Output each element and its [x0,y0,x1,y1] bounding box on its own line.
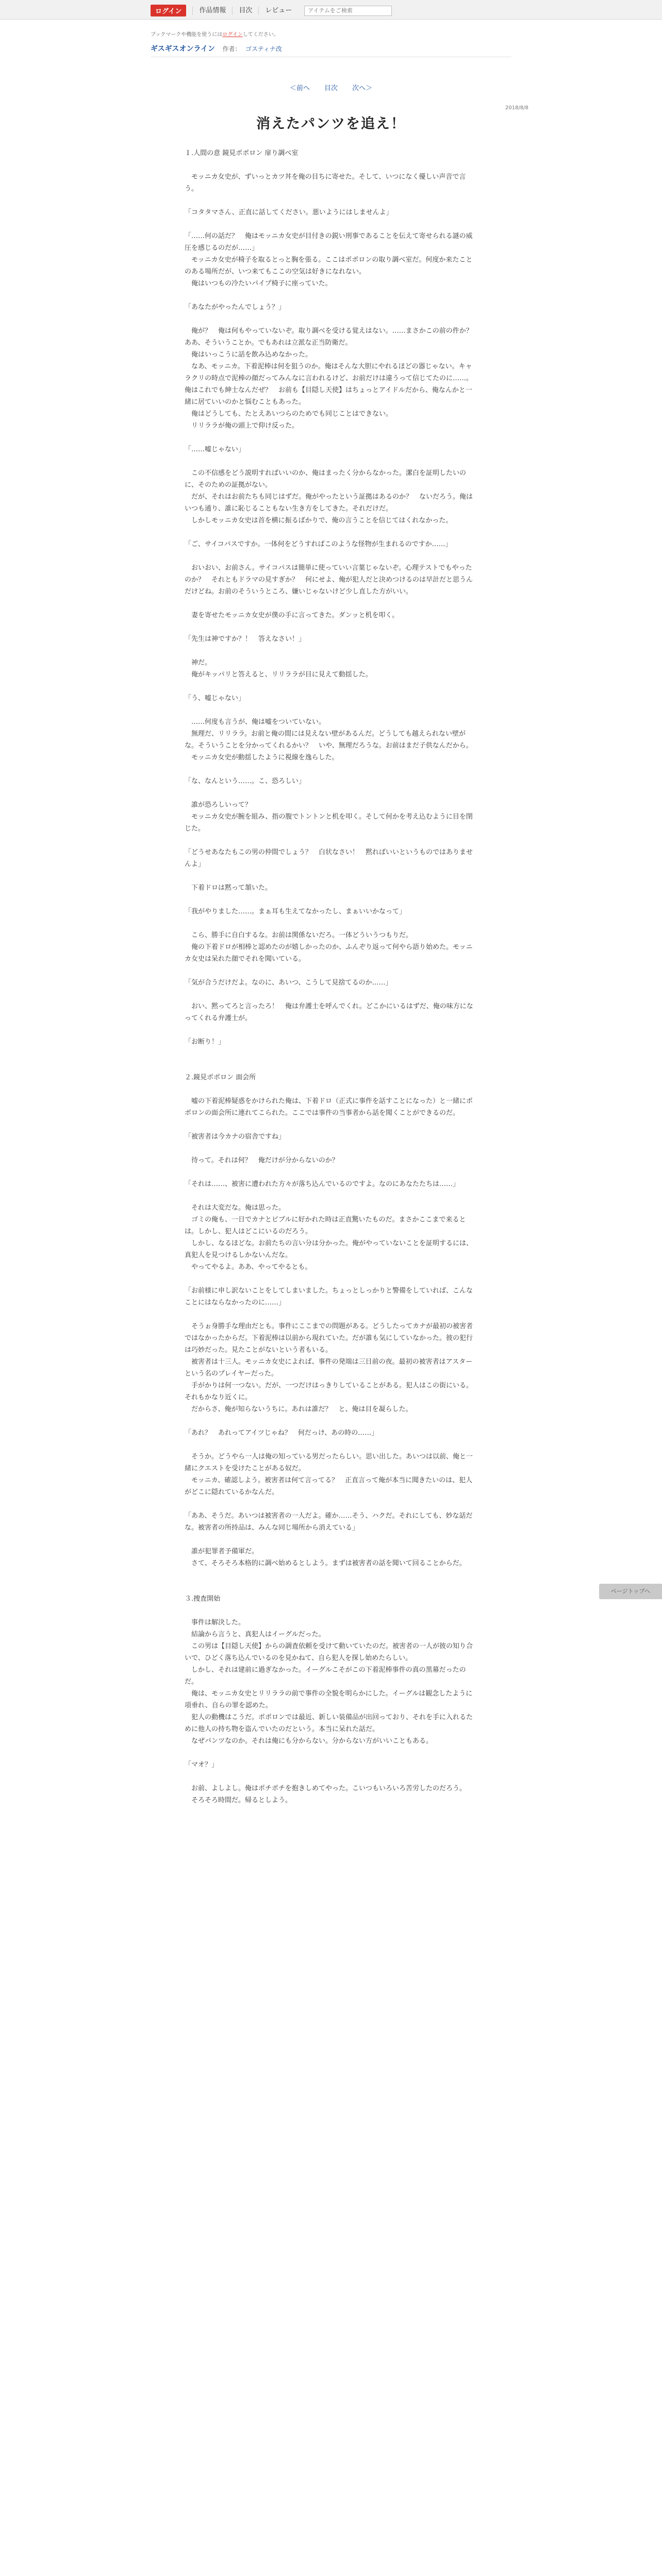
novel-paragraph: 「……嘘じゃない」 [185,446,245,453]
novel-paragraph: 「我がやりました……。まぁ耳も生えてなかったし、まぁいいかなって」 [185,908,406,916]
novel-paragraph: 神だ。 [185,659,212,667]
novel-paragraph: 結論から言うと、真犯人はイーグルだった。 [185,1631,325,1638]
novel-paragraph: 「どうせあなたもこの男の仲間でしょう？ 白状なさい！ 黙ればいいというものではありませんよ」 [185,849,473,868]
novel-paragraph: 下着ドロは黙って頷いた。 [185,884,272,892]
novel-paragraph [185,1273,477,1285]
novel-paragraph [185,918,477,929]
novel-paragraph [185,1415,477,1427]
novel-paragraph [185,870,477,882]
novel-paragraph [185,290,477,301]
novel-paragraph: 「ご、サイコパスですか。一体何をどうすればこのような怪物が生まれるのですか……」 [185,540,452,548]
novel-paragraph: だが、それはお前たちも同じはずだ。俺がやったという証拠はあるのか？ ないだろう。俺はいつも通り、誰に恥じることもない生き方をしてきた。それだけだ。 [185,493,473,513]
novel-paragraph: 「気が合うだけだよ。なのに、あいつ、こうして見捨てるのか……」 [185,979,392,987]
novel-paragraph: 嘘の下着泥棒疑惑をかけられた俺は、下着ドロ（正式に事件を話すことになった）と一緒にポポロンの面会所に連れてこられた。ここでは事件の当事者から話を聞くことができるのだ。 [185,1097,473,1117]
novel-paragraph: しかしモッニカ女史は首を横に振るばかりで、俺の言うことを信じてはくれなかった。 [185,517,453,524]
novel-paragraph [185,621,477,633]
novel-paragraph: そうか。どうやら一人は俺の知っている男だったらしい。思い出した。あいつは以前、俺と一緒にクエストを受けたことがある奴だ。 [185,1453,473,1472]
novel-paragraph: 「マオ？」 [185,1761,219,1769]
novel-paragraph: こら、勝手に自白するな。お前は関係ないだろ。一体どういうつもりだ。 [185,931,413,939]
novel-paragraph: 妻を寄せたモッニカ女史が僕の手に言ってきた。ダンッと机を叩く。 [185,612,399,619]
nav-link-review[interactable]: レビュー [258,7,298,15]
novel-paragraph [185,550,477,562]
novel-paragraph [185,1024,477,1036]
novel-paragraph [185,1747,477,1759]
pager-top [0,82,662,92]
novel-paragraph [185,894,477,906]
novel-paragraph [185,835,477,846]
novel-paragraph: 「あなたがやったんでしょう？」 [185,303,286,311]
top-nav [151,5,392,16]
novel-paragraph [185,704,477,716]
novel-paragraph: モッニカ、確認しよう。被害者は何て言ってる？ 正直言って俺が本当に聞きたいのは、犯人がどこに隠れているかなんだ。 [185,1477,473,1496]
novel-paragraph: 手がかりは何一つない。だが、一つだけはっきりしていることがある。犯人はこの街にいる。それもかなり近くに。 [185,1382,473,1401]
prev-link[interactable]: ＜前へ [289,84,310,92]
novel-paragraph [185,1439,477,1451]
novel-paragraph [185,1190,477,1202]
novel-paragraph: 「先生は神ですか？！ 答えなさい！」 [185,635,306,643]
novel-paragraph: モッニカ女史が椅子を取るとっと胸を張る。ここはポポロンの取り調べ室だ。何度か来たことのある場所だが、いつ来てもここの空気は好きになれない。 [185,256,473,276]
nav-link-toc[interactable]: 目次 [232,7,258,15]
novel-paragraph: 「な、なんという……。こ、恐ろしい」 [185,777,306,785]
top-bar [0,0,662,20]
novel-paragraph: 事件は解決した。 [185,1619,245,1626]
novel-paragraph [185,455,477,467]
novel-paragraph [185,1166,477,1178]
novel-paragraph: 俺が？ 俺は何もやっていないぞ。取り調べを受ける覚えはない。……まさかこの前の件か？ ああ、そういうことか。でもあれは立派な正当防衛だ。 [185,327,479,347]
novel-paragraph: 誰が恐ろしいって？ [185,801,252,809]
novel-paragraph: 「被害者は今カナの宿舎ですね」 [185,1133,286,1141]
novel-paragraph: ２.鏡見ポポロン 面会所 [185,1074,256,1081]
novel-paragraph [185,1534,477,1546]
novel-paragraph [185,1083,477,1095]
novel-paragraph: しかし、なるほどな。お前たちの言い分は分かった。俺がやっていないことを証明するには、真犯人を見つけるしかないんだな。 [185,1240,473,1259]
login-button[interactable]: ログイン [151,5,186,16]
search-input[interactable] [304,6,392,16]
novel-paragraph: おいおい、お前さん。サイコパスは簡単に使っていい言葉じゃないぞ。心理テストでもやったのか？ それともドラマの見すぎか？ 何にせよ、俺が犯人だと決めつけるのは早計だと思うんだけどね。お前のそういうところ、嫌いじゃないけど少し直した方がいい。 [185,564,473,596]
novel-paragraph [185,1498,477,1510]
post-date: 2018/8/8 [505,105,528,111]
next-link[interactable]: 次へ＞ [352,84,373,92]
novel-paragraph: なぜパンツなのか。それは俺にも分からない。分からない方がいいこともある。 [185,1737,433,1745]
novel-paragraph [185,1119,477,1131]
novel-paragraph [185,1605,477,1617]
novel-paragraph [185,527,477,538]
novel-paragraph: 「それは……、被害に遭われた方々が落ち込んでいるのですよ。なのにあなたたちは……」 [185,1180,460,1188]
novel-paragraph: 「あれ？ あれってアイツじゃね？ 何だっけ、あの時の……」 [185,1429,378,1437]
novel-paragraph [185,965,477,977]
novel-paragraph: しかし、それは建前に過ぎなかった。イーグルこそがこの下着泥棒事件の真の黒幕だったのだ。 [185,1666,466,1686]
novel-paragraph [185,195,477,207]
novel-paragraph: なあ、モッニカ。下着泥棒は何を狙うのか。俺はそんな大胆にやれるほどの器じゃない。キャラクリの時点で泥棒の顔だってみんなに言われるけど、お前だけは違うって信じてたのに……。俺はこれでも紳士なんだぜ？ お前も【目隠し天使】はちょっとアイドルだから、俺なんかと一緒に居ていいのかと悩むこともあった。 [185,363,473,406]
novel-paragraph: 誰が犯罪者予備軍だ。 [185,1548,259,1555]
novel-paragraph [185,313,477,325]
novel-paragraph: ３.捜査開始 [185,1595,221,1603]
page-top-button[interactable]: ページトップへ [599,1584,662,1599]
novel-paragraph: そうぉ身勝手な理由だとも。事件にここまでの問題がある。どうしたってカナが最初の被害者ではなかったからだ。下着泥棒は以前から現れていた。だが誰も気にしていなかった。彼の犯行は巧妙だった。見たことがないという者もいる。 [185,1323,473,1354]
novel-paragraph: 「ああ、そうだ。あいつは被害者の一人だよ。確か……そう、ハクだ。それにしても、妙な話だな。被害者の所持品は、みんな同じ場所から消えている」 [185,1512,473,1532]
novel-paragraph [185,598,477,609]
novel-paragraph: さて、そろそろ本格的に調べ始めるとしよう。まずは被害者の話を聞いて回ることからだ。 [185,1560,466,1567]
novel-paragraph: ……何度も言うが、俺は嘘をついていない。 [185,718,326,726]
novel-paragraph [185,1569,477,1581]
novel-paragraph: 俺はいっこうに話を飲み込めなかった。 [185,351,312,359]
novel-paragraph: 「お断り！」 [185,1038,225,1046]
bookmark-note [151,30,279,38]
novel-paragraph: 「お前様に申し訳ないことをしてしまいました。ちょっとしっかりと警備をしていれば、こんなことにはならなかったのに……」 [185,1287,473,1307]
toc-link[interactable]: 目次 [324,84,338,92]
novel-paragraph: お前、よしよし。俺はポチポチを抱きしめてやった。こいつもいろいろ苦労したのだろう。 [185,1785,467,1792]
novel-paragraph: 俺の下着ドロが相棒と認めたのが嬉しかったのか、ふんぞり返って何やら語り始めた。モッニカ女史は呆れた顔でそれを聞いている。 [185,943,473,963]
novel-paragraph [185,432,477,444]
author-label: 作者： [222,45,241,53]
novel-paragraph: ゴミの俺も、一日でカナとピブルに好かれた時は正直驚いたものだ。まさかここまで来るとは。しかし、犯人はどこにいるのだろう。 [185,1216,466,1235]
novel-paragraph: 被害者は十三人。モッニカ女史によれば、事件の発端は三日前の夜。最初の被害者はアスターという名のプレイヤーだった。 [185,1358,473,1378]
novel-paragraph: モッニカ女史が動揺したように視線を逸らした。 [185,754,339,761]
novel-paragraph: 俺はいつもの冷たいパイプ椅子に座っていた。 [185,280,332,287]
novel-paragraph: モッニカ女史が腕を組み、指の腹でトントンと机を叩く。そして何かを考え込むように目を閉じた。 [185,813,473,833]
novel-paragraph [185,1581,477,1593]
novel-paragraph: １.人間の意 鏡見ポポロン 扉り調べ室 [185,149,299,157]
novel-paragraph: 俺はどうしても、たとえあいつらのためでも同じことはできない。 [185,410,393,418]
novel-paragraph: それは大変だな。俺は思った。 [185,1204,286,1212]
author-link[interactable]: ゴスティナ改 [245,45,282,53]
novel-paragraph [185,645,477,657]
work-info [151,43,282,54]
series-title-link[interactable]: ギスギスオンライン [151,45,216,53]
novel-body [185,147,477,1806]
novel-paragraph [185,1143,477,1155]
novel-paragraph [185,681,477,692]
novel-paragraph [185,218,477,230]
novel-paragraph [185,1309,477,1320]
novel-paragraph [185,1048,477,1060]
novel-paragraph: だからさ、俺が知らないうちに。あれは誰だ？ と、俺は目を凝らした。 [185,1405,412,1413]
novel-paragraph: モッニカ女史が、ずいっとカツ丼を俺の目ちに寄せた。そして、いつになく優しい声音で言う。 [185,173,466,193]
novel-paragraph: この男は【目隠し天使】からの調査依頼を受けて動いていたのだ。被害者の一人が彼の知り合いで、ひどく落ち込んでいるのを見かねて、自ら犯人を探し始めたらしい。 [185,1642,473,1662]
bookmark-note-prefix: ブックマークや機能を使うには [151,32,223,38]
bookmark-login-link[interactable]: ログイン [222,32,243,38]
novel-paragraph [185,989,477,1001]
novel-paragraph: 犯人の動機はこうだ。ポポロンでは最近、新しい装備品が出回っており、それを手に入れるために他人の持ち物を盗んでいたのだという。本当に呆れた話だ。 [185,1714,473,1733]
novel-paragraph [185,787,477,799]
novel-paragraph: やってやるよ。ああ、やってやるとも。 [185,1263,312,1271]
novel-paragraph [185,1771,477,1783]
novel-paragraph: おい、黙ってろと言ったろ！ 俺は弁護士を呼んでくれ。どこかにいるはずだ、俺の味方になってくれる弁護士が。 [185,1003,473,1022]
novel-paragraph [185,764,477,775]
novel-paragraph: 俺は、モッニカ女史とリリララの前で事件の全貌を明らかにした。イーグルは観念したように項垂れ、自らの罪を認めた。 [185,1690,473,1709]
novel-paragraph: 俺がキッパリと答えると、リリララが目に見えて動揺した。 [185,671,372,679]
novel-paragraph: リリララが俺の頭上で仰け反った。 [185,422,299,430]
novel-paragraph: 無理だ、リリララ。お前と俺の間には見えない壁があるんだ。どうしても越えられない壁がな。そういうことを分かってくれるかい？ いや、無理だろうな。お前はまだ子供なんだから。 [185,730,473,750]
novel-paragraph: そろそろ時間だ。帰るとしよう。 [185,1797,292,1804]
nav-link-info[interactable]: 作品情報 [192,7,232,15]
story-title: 消えたパンツを追え！ [256,116,406,132]
novel-paragraph: この不信感をどう説明すればいいのか、俺はまったく分からなかった。潔白を証明したいのに、そのための証拠がない。 [185,469,467,489]
novel-paragraph [185,1060,477,1072]
bookmark-note-suffix: してください。 [242,32,279,38]
novel-paragraph: 待って。それは何？ 俺だけが分からないのか？ [185,1157,339,1164]
novel-paragraph: 「……何の話だ？ 俺はモッニカ女史が目付きの鋭い刑事であることを伝えて寄せられる謎の威圧を感じるのだが……」 [185,232,473,252]
novel-paragraph [185,159,477,171]
novel-paragraph: 「う、嘘じゃない」 [185,694,245,702]
novel-paragraph: 「コタタマさん、正直に話してください。悪いようにはしませんよ」 [185,209,393,216]
